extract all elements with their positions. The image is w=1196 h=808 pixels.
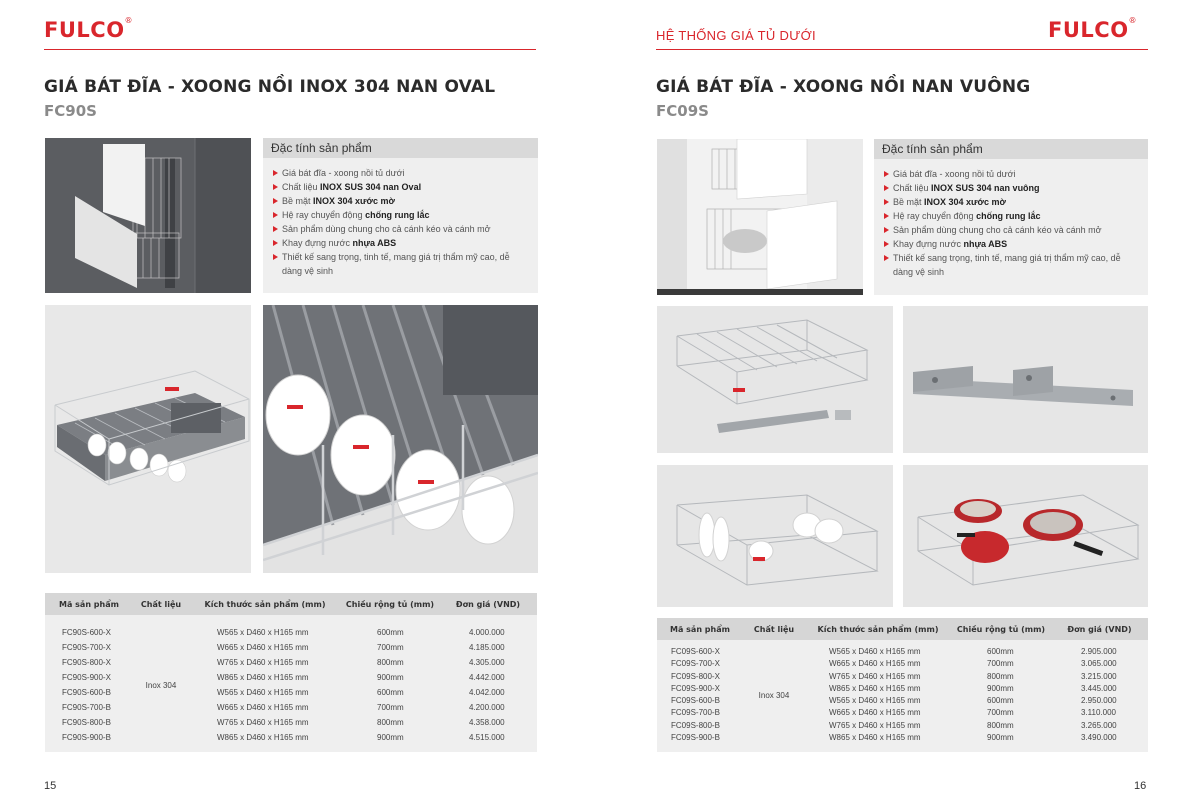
cell-price: 4.515.000 (469, 733, 505, 742)
cell-code: FC09S-800-B (671, 720, 720, 730)
cell-material: Inox 304 (758, 690, 790, 700)
cell-width: 900mm (987, 733, 1014, 743)
cell-code: FC09S-600-B (671, 696, 720, 706)
feature-item: Bề mặt INOX 304 xước mờ (273, 194, 530, 208)
photo-basket-dishes (657, 465, 893, 607)
column-prices (439, 625, 537, 745)
cell-price: 4.185.000 (469, 643, 505, 652)
cell-size: W765 x D460 x H165 mm (217, 658, 309, 667)
photo-runner-rail (903, 306, 1148, 453)
cell-size: W665 x D460 x H165 mm (829, 708, 921, 718)
cell-price: 4.000.000 (469, 628, 505, 637)
feature-item: Thiết kế sang trọng, tinh tế, mang giá trị thẩm mỹ cao, dễ dàng vệ sinh (884, 251, 1140, 279)
feature-item: Sản phẩm dùng chung cho cả cánh kéo và cánh mở (884, 223, 1140, 237)
photo-basket-bowls (45, 305, 251, 573)
table-header (657, 618, 1148, 640)
features-list (263, 158, 538, 278)
header-price: Đơn giá (VND) (455, 599, 521, 609)
feature-item: Sản phẩm dùng chung cho cả cánh kéo và cánh mở (273, 222, 530, 236)
product-code: FC09S (656, 102, 709, 120)
cell-width: 800mm (377, 718, 404, 727)
cell-width: 600mm (377, 688, 404, 697)
table-body (657, 640, 1148, 744)
header-size: Kích thước sản phẩm (mm) (817, 624, 939, 634)
features-heading: Đặc tính sản phẩm (874, 139, 1148, 159)
cell-size: W865 x D460 x H165 mm (217, 733, 309, 742)
cell-price: 4.305.000 (469, 658, 505, 667)
cell-size: W765 x D460 x H165 mm (829, 671, 921, 681)
photo-closeup-bowls (263, 305, 538, 573)
feature-item: Chất liệu INOX SUS 304 nan Oval (273, 180, 530, 194)
cell-size: W765 x D460 x H165 mm (829, 720, 921, 730)
cell-price: 3.445.000 (1081, 683, 1117, 693)
product-title: GIÁ BÁT ĐĨA - XOONG NỒI NAN VUÔNG (656, 77, 1031, 97)
features-heading: Đặc tính sản phẩm (263, 138, 538, 158)
cell-width: 600mm (987, 647, 1014, 656)
cell-size: W665 x D460 x H165 mm (829, 659, 921, 669)
header-width: Chiều rộng tủ (mm) (345, 599, 435, 609)
column-widths (341, 625, 439, 745)
column-sizes (189, 625, 341, 745)
product-title: GIÁ BÁT ĐĨA - XOONG NỒI INOX 304 NAN OVAL (44, 77, 496, 97)
cell-width: 600mm (987, 696, 1014, 706)
column-prices (1051, 646, 1148, 744)
cell-price: 3.065.000 (1081, 659, 1117, 669)
photo-wire-basket (657, 306, 893, 453)
cell-material: Inox 304 (145, 680, 177, 690)
header-code: Mã sản phẩm (59, 599, 119, 609)
cell-width: 900mm (377, 673, 404, 682)
cell-size: W665 x D460 x H165 mm (217, 643, 309, 652)
header-material: Chất liệu (753, 624, 795, 634)
cell-price: 4.358.000 (469, 718, 505, 727)
cell-price: 2.905.000 (1081, 647, 1117, 656)
header-rule (44, 49, 536, 50)
column-widths (951, 646, 1051, 744)
feature-item: Khay đựng nước nhựa ABS (273, 236, 530, 250)
feature-item: Khay đựng nước nhựa ABS (884, 237, 1140, 251)
brand-logo: FULCO® (44, 16, 134, 42)
features-panel (874, 139, 1148, 295)
cell-code: FC90S-800-B (62, 718, 111, 727)
cell-width: 700mm (377, 703, 404, 712)
table-body (45, 615, 537, 745)
cell-width: 800mm (987, 720, 1014, 730)
cell-code: FC09S-700-X (671, 659, 720, 669)
cell-price: 2.950.000 (1081, 696, 1117, 706)
cell-size: W565 x D460 x H165 mm (829, 647, 921, 656)
cell-price: 3.265.000 (1081, 720, 1117, 730)
cell-code: FC09S-900-X (671, 683, 720, 693)
price-table (657, 618, 1148, 752)
page-number: 15 (44, 780, 57, 792)
cell-code: FC90S-900-B (62, 733, 111, 742)
cell-price: 3.215.000 (1081, 671, 1117, 681)
cell-code: FC09S-800-X (671, 671, 720, 681)
cell-code: FC09S-700-B (671, 708, 720, 718)
cell-size: W665 x D460 x H165 mm (217, 703, 309, 712)
section-title: HỆ THỐNG GIÁ TỦ DƯỚI (656, 28, 816, 43)
feature-item: Giá bát đĩa - xoong nồi tủ dưới (273, 166, 530, 180)
cell-code: FC90S-700-X (62, 643, 111, 652)
cell-price: 4.042.000 (469, 688, 505, 697)
cell-size: W565 x D460 x H165 mm (217, 688, 309, 697)
cell-width: 800mm (377, 658, 404, 667)
header-code: Mã sản phẩm (670, 624, 730, 634)
feature-item: Hệ ray chuyển động chống rung lắc (273, 208, 530, 222)
column-sizes (805, 646, 951, 744)
page-number: 16 (1134, 780, 1147, 792)
brand-logo: FULCO® (1048, 16, 1138, 42)
price-table (45, 593, 537, 752)
cell-code: FC90S-800-X (62, 658, 111, 667)
cell-width: 600mm (377, 628, 404, 637)
cell-width: 900mm (377, 733, 404, 742)
cell-price: 4.200.000 (469, 703, 505, 712)
cell-code: FC09S-900-B (671, 733, 720, 743)
cell-size: W565 x D460 x H165 mm (217, 628, 309, 637)
column-codes (657, 646, 743, 744)
product-code: FC90S (44, 102, 97, 120)
cell-code: FC90S-600-X (62, 628, 111, 637)
cell-width: 900mm (987, 683, 1014, 693)
photo-cabinet (657, 139, 863, 295)
cell-price: 3.110.000 (1081, 708, 1116, 718)
feature-item: Hệ ray chuyển động chống rung lắc (884, 209, 1140, 223)
cell-width: 700mm (987, 659, 1014, 669)
cell-code: FC09S-600-X (671, 647, 720, 656)
features-panel (263, 138, 538, 293)
cell-code: FC90S-600-B (62, 688, 111, 697)
photo-basket-pots (903, 465, 1148, 607)
cell-width: 800mm (987, 671, 1014, 681)
column-codes (45, 625, 133, 745)
cell-size: W565 x D460 x H165 mm (829, 696, 921, 706)
photo-cabinet (45, 138, 251, 293)
cell-size: W765 x D460 x H165 mm (217, 718, 309, 727)
header-material: Chất liệu (140, 599, 182, 609)
cell-width: 700mm (987, 708, 1014, 718)
feature-item: Bề mặt INOX 304 xước mờ (884, 195, 1140, 209)
header-width: Chiều rộng tủ (mm) (956, 624, 1046, 634)
table-header (45, 593, 537, 615)
cell-price: 4.442.000 (469, 673, 505, 682)
features-list (874, 159, 1148, 279)
cell-code: FC90S-700-B (62, 703, 111, 712)
cell-size: W865 x D460 x H165 mm (217, 673, 309, 682)
header-price: Đơn giá (VND) (1067, 624, 1132, 634)
cell-code: FC90S-900-X (62, 673, 111, 682)
feature-item: Thiết kế sang trọng, tinh tế, mang giá trị thẩm mỹ cao, dễ dàng vệ sinh (273, 250, 530, 278)
cell-width: 700mm (377, 643, 404, 652)
header-size: Kích thước sản phẩm (mm) (204, 599, 326, 609)
cell-size: W865 x D460 x H165 mm (829, 733, 921, 743)
page-right (598, 0, 1196, 808)
feature-item: Chất liệu INOX SUS 304 nan vuông (884, 181, 1140, 195)
header-rule (656, 49, 1148, 50)
cell-price: 3.490.000 (1081, 733, 1117, 743)
feature-item: Giá bát đĩa - xoong nồi tủ dưới (884, 167, 1140, 181)
cell-size: W865 x D460 x H165 mm (829, 683, 921, 693)
